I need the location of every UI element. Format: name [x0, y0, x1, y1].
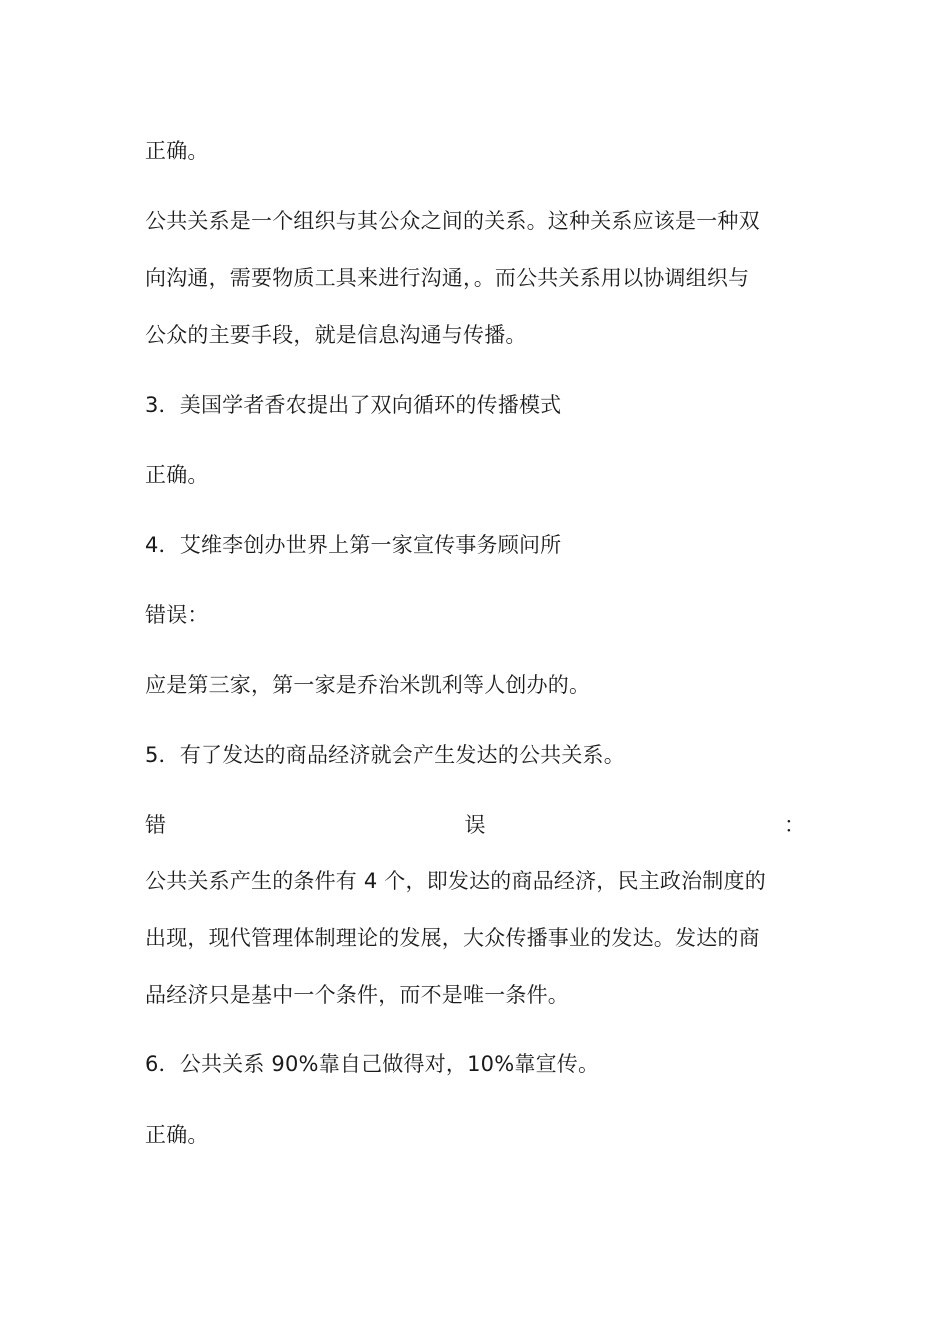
question-4: 4．艾维李创办世界上第一家宣传事务顾问所 — [145, 533, 562, 557]
answer-5-label-char: 错 — [145, 813, 166, 837]
question-5: 5．有了发达的商品经济就会产生发达的公共关系。 — [145, 743, 625, 767]
question-6: 6．公共关系 90%靠自己做得对，10%靠宣传。 — [145, 1052, 600, 1076]
answer-5-label — [145, 811, 805, 839]
paragraph-line: 向沟通，需要物质工具来进行沟通，。而公共关系用以协调组织与 — [145, 266, 750, 290]
answer-5-label-char: 误 — [464, 813, 486, 837]
paragraph-line: 公众的主要手段，就是信息沟通与传播。 — [145, 323, 527, 347]
paragraph-line: 品经济只是基中一个条件，而不是唯一条件。 — [145, 983, 569, 1007]
answer-5-label-char: ： — [784, 813, 805, 837]
question-3: 3．美国学者香农提出了双向循环的传播模式 — [145, 393, 562, 417]
paragraph-line: 公共关系产生的条件有 4 个，即发达的商品经济，民主政治制度的 — [145, 869, 766, 893]
answer-6: 正确。 — [145, 1123, 209, 1147]
answer-4-text: 应是第三家，第一家是乔治米凯利等人创办的。 — [145, 673, 591, 697]
answer-4-label: 错误： — [145, 603, 209, 627]
answer-correct-1: 正确。 — [145, 139, 209, 163]
paragraph-line: 公共关系是一个组织与其公众之间的关系。这种关系应该是一种双 — [145, 209, 760, 233]
answer-3: 正确。 — [145, 463, 209, 487]
paragraph-line: 出现，现代管理体制理论的发展，大众传播事业的发达。发达的商 — [145, 926, 760, 950]
